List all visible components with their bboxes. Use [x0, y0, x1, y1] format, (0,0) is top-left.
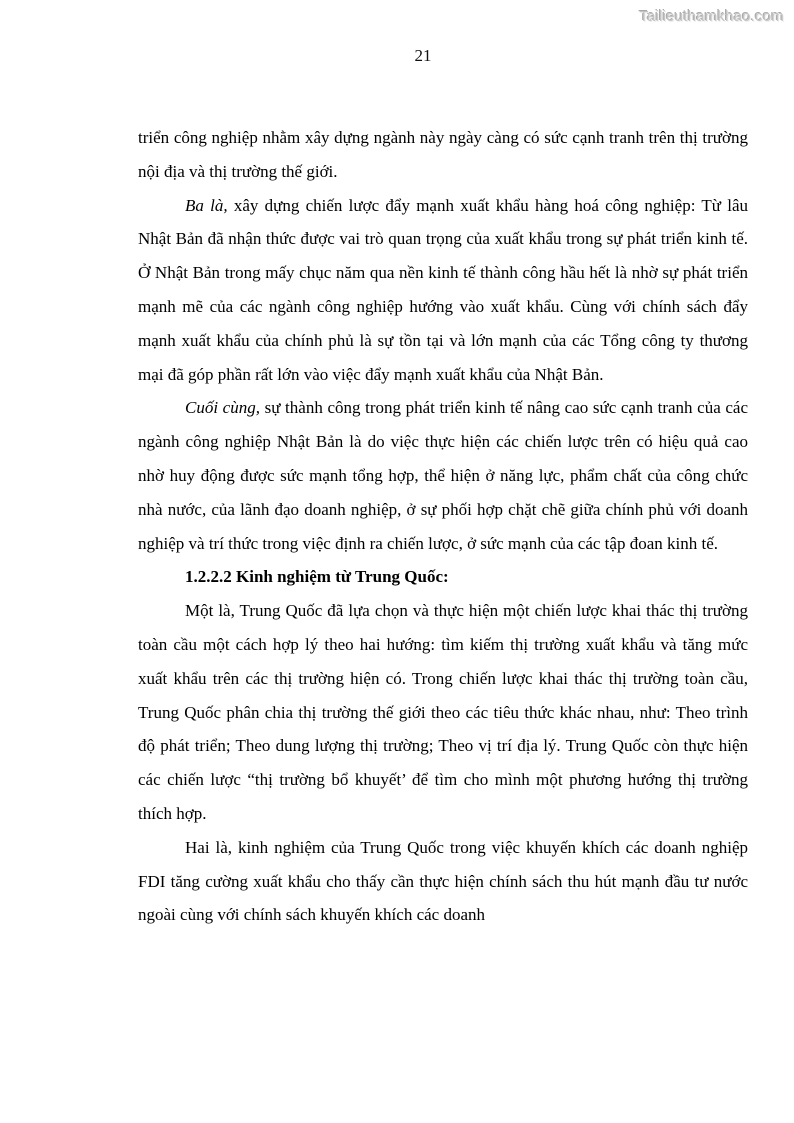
- section-heading: 1.2.2.2 Kinh nghiệm từ Trung Quốc:: [185, 567, 449, 587]
- paragraph-text: triển công nghiệp nhằm xây dựng ngành này ngày càng có sức cạnh tranh trên thị trường nội địa và thị trường thế giới.: [138, 128, 748, 181]
- paragraph-text: xây dựng chiến lược đẩy mạnh xuất khẩu hàng hoá công nghiệp: Từ lâu Nhật Bản đã nhận thức được vai trò quan trọng của xuất khẩu trong sự phát triển kinh tế. Ở Nhật Bản trong mấy chục năm qua nền kinh tế thành công hầu hết là nhờ sự phát triển mạnh mẽ của các ngành công nghiệp hướng vào xuất khẩu. Cùng với chính sách đẩy mạnh xuất khẩu của chính phủ là sự tồn tại và lớn mạnh của các Tổng công ty thương mại đã góp phần rất lớn vào việc đẩy mạnh xuất khẩu của Nhật Bản.: [138, 195, 748, 384]
- paragraph-mot-la: [138, 594, 748, 831]
- paragraph-text: Hai là, kinh nghiệm của Trung Quốc trong việc khuyến khích các doanh nghiệp FDI tăng cường xuất khẩu cho thấy cần thực hiện chính sách thu hút mạnh đầu tư nước ngoài cùng với chính sách khuyến khích các doanh: [138, 837, 748, 925]
- paragraph-continuation: [138, 121, 748, 189]
- document-body: [138, 121, 748, 932]
- paragraph-text: Một là, Trung Quốc đã lựa chọn và thực hiện một chiến lược khai thác thị trường toàn cầu một cách hợp lý theo hai hướng: tìm kiếm thị trường xuất khẩu và tăng mức xuất khẩu trên các thị trường hiện có. Trong chiến lược khai thác thị trường toàn cầu, Trung Quốc phân chia thị trường thế giới theo các tiêu thức khác nhau, như: Theo trình độ phát triển; Theo dung lượng thị trường; Theo vị trí địa lý. Trung Quốc còn thực hiện các chiến lược “thị trường bổ khuyết’ để tìm cho mình một phương hướng thị trường thích hợp.: [138, 601, 748, 823]
- paragraph-cuoi-cung: [138, 391, 748, 560]
- page-number: 21: [414, 46, 432, 65]
- paragraph-lead-italic: Cuối cùng,: [185, 398, 260, 418]
- paragraph-ba-la: [138, 189, 748, 392]
- watermark-text: Tailieuthamkhao.com: [639, 8, 784, 25]
- paragraph-hai-la: [138, 831, 748, 932]
- paragraph-lead-italic: Ba là,: [185, 195, 228, 215]
- paragraph-text: sự thành công trong phát triển kinh tế nâng cao sức cạnh tranh của các ngành công nghiệp Nhật Bản là do việc thực hiện các chiến lược trên có hiệu quả cao nhờ huy động được sức mạnh tổng hợp, thể hiện ở năng lực, phẩm chất của công chức nhà nước, của lãnh đạo doanh nghiệp, ở sự phối hợp chặt chẽ giữa chính phủ với doanh nghiệp và trí thức trong việc định ra chiến lược, ở sức mạnh của các tập đoan kinh tế.: [138, 398, 749, 553]
